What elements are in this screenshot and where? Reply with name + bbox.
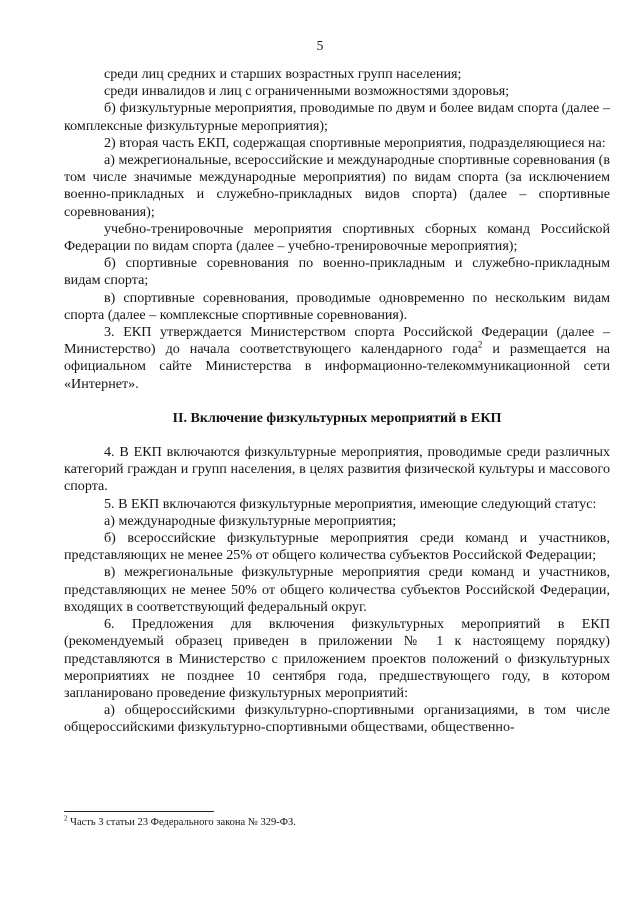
paragraph: а) общероссийскими физкультурно-спортивными организациями, в том числе общероссийскими физкультурно-спортивными обществами, общественно- bbox=[64, 702, 610, 736]
section-heading: II. Включение физкультурных мероприятий в ЕКП bbox=[172, 409, 502, 426]
footnote-text: Часть 3 статьи 23 Федерального закона № 329-ФЗ. bbox=[67, 817, 296, 828]
paragraph: б) всероссийские физкультурные мероприятия среди команд и участников, представляющих не менее 25% от общего количества субъектов Российской Федерации; bbox=[64, 530, 610, 564]
page-number: 5 bbox=[316, 38, 324, 53]
paragraph: среди лиц средних и старших возрастных групп населения; bbox=[104, 66, 462, 82]
document-body bbox=[64, 66, 610, 737]
paragraph: в) спортивные соревнования, проводимые одновременно по нескольким видам спорта (далее – комплексные спортивные соревнования). bbox=[64, 289, 610, 323]
footnote-divider bbox=[64, 811, 214, 812]
paragraph: а) международные физкультурные мероприятия; bbox=[104, 512, 397, 529]
paragraph: 2) вторая часть ЕКП, содержащая спортивные мероприятия, подразделяющиеся на: bbox=[104, 134, 606, 151]
paragraph: учебно-тренировочные мероприятия спортивных сборных команд Российской Федерации по видам спорта (далее – учебно-тренировочные мероприятия); bbox=[64, 220, 610, 255]
paragraph: б) физкультурные мероприятия, проводимые по двум и более видам спорта (далее – комплексные физкультурные мероприятия); bbox=[64, 100, 610, 134]
paragraph-3 bbox=[64, 324, 610, 393]
paragraph: 5. В ЕКП включаются физкультурные мероприятия, имеющие следующий статус: bbox=[104, 495, 597, 512]
paragraph-3-text-end: и размещается на официальном сайте Министерства в информационно-телекоммуникационной сети «Интернет». bbox=[64, 341, 610, 392]
paragraph: 4. В ЕКП включаются физкультурные мероприятия, проводимые среди различных категорий граждан и групп населения, в целях развития физической культуры и массового спорта. bbox=[64, 444, 610, 495]
paragraph-3-text: 3. ЕКП утверждается Министерством спорта Российской Федерации (далее – Министерство) до начала соответствующего календарного года bbox=[64, 324, 610, 358]
paragraph: б) спортивные соревнования по военно-прикладным и служебно-прикладным видам спорта; bbox=[64, 255, 610, 289]
footnote-marker: 2 bbox=[64, 814, 68, 823]
paragraph: 6. Предложения для включения физкультурных мероприятий в ЕКП (рекомендуемый образец приведен в приложении № 1 к настоящему порядку) представляются в Министерство с приложением проектов положений о физкультурных мероприятиях не позднее 10 сентября года, предшествующего году, в котором запланировано проведение физкультурных мероприятий: bbox=[64, 616, 610, 701]
footnote bbox=[64, 816, 610, 829]
footnote-reference: 2 bbox=[477, 339, 483, 350]
paragraph: а) межрегиональные, всероссийские и международные спортивные соревнования (в том числе значимые международные мероприятия) по видам спорта (за исключением военно-прикладных и служебно-прикладных видов спорта) (далее – спортивные соревнования); bbox=[64, 152, 610, 220]
paragraph: в) межрегиональные физкультурные мероприятия среди команд и участников, представляющих не менее 50% от общего количества субъектов Российской Федерации, входящих в соответствующий федеральный округ. bbox=[64, 564, 610, 615]
paragraph: среди инвалидов и лиц с ограниченными возможностями здоровья; bbox=[104, 83, 510, 100]
